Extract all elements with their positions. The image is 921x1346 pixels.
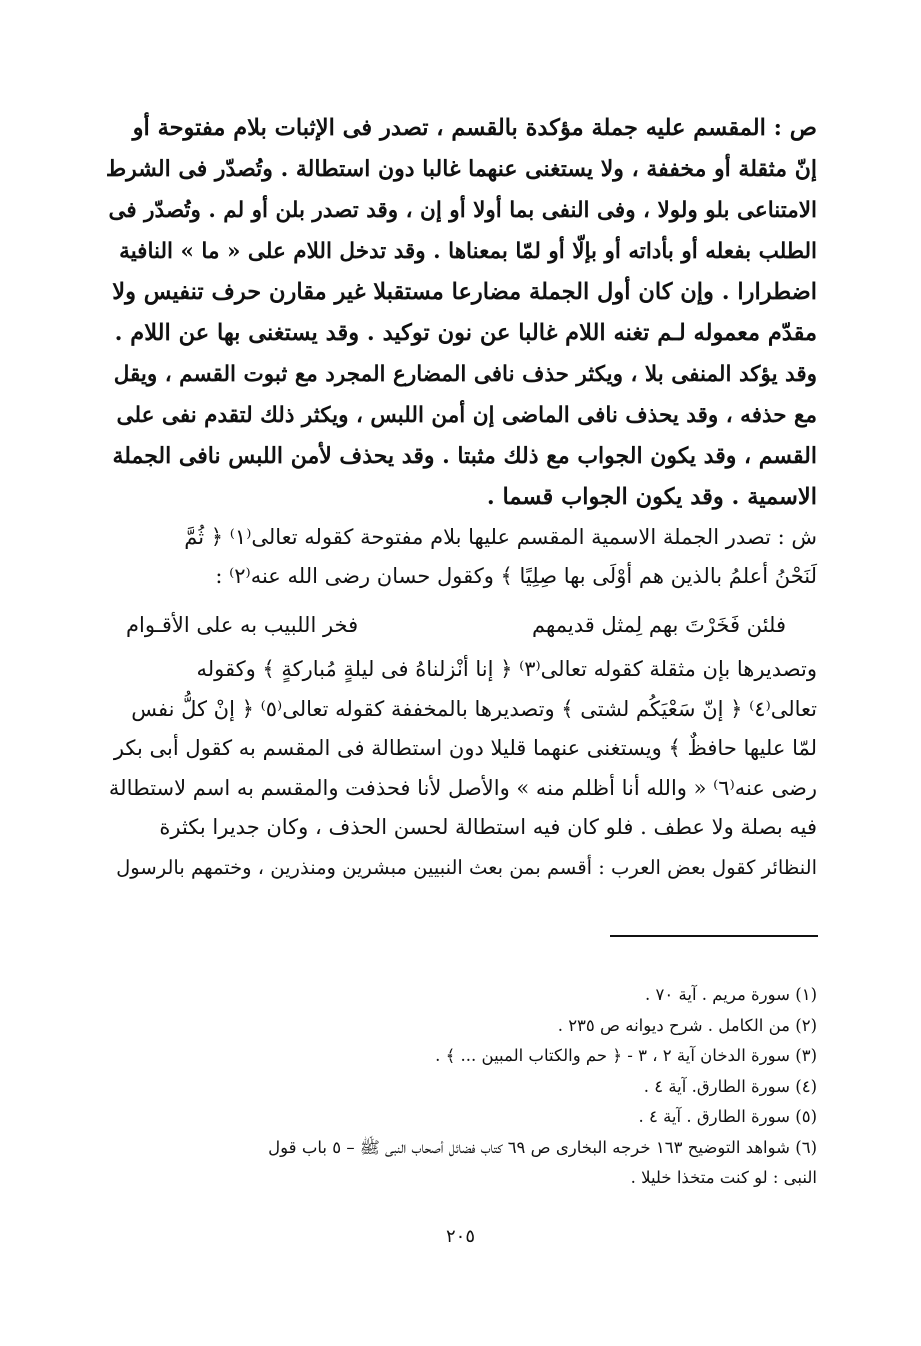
rule-line: مقدّم معموله لـم تغنه اللام غالبا عن نون توكيد . وقد يستغنى بها عن اللام .	[114, 320, 817, 346]
commentary-intro	[105, 518, 817, 596]
page-number: ٢٠٥	[445, 1226, 475, 1247]
commentary-line: لَنَحْنُ أعلمُ بالذين هم أوْلَى بها صِلِيًا ﴾ وكقول حسان رضى الله عنه⁽٢⁾ :	[215, 564, 817, 588]
rule-text-block	[105, 108, 817, 518]
rule-line: القسم ، وقد يكون الجواب مع ذلك مثبتا . وقد يحذف لأمن اللبس نافى الجملة	[112, 443, 817, 469]
rule-line: وقد يؤكد المنفى بلا ، ويكثر حذف نافى المضارع المجرد مع ثبوت القسم ، ويقل	[113, 362, 817, 387]
footnote-4: (٤) سورة الطارق. آية ٤ .	[643, 1076, 817, 1096]
verse-first-hemistich: فلئن فَخَرْتَ بهم لِمثل قديمهم	[532, 613, 786, 637]
footnote-1: (١) سورة مريم . آية ٧٠ .	[645, 985, 817, 1004]
commentary-line: ش : تصدر الجملة الاسمية المقسم عليها بلام مفتوحة كقوله تعالى⁽١⁾ ﴿ ثُمَّ	[184, 525, 817, 549]
commentary-line: لمّا عليها حافظٌ ﴾ ويستغنى عنهما قليلا دون استطالة فى المقسم به كقول أبى بكر	[113, 736, 817, 760]
rule-line: الامتناعى بلو ولولا ، وفى النفى بما أولا أو إن ، وقد تصدر بلن أو لم . وتُصدّر فى	[108, 198, 817, 223]
commentary-body	[105, 650, 817, 887]
verse-second-hemistich: فخر اللبيب به على الأقـوام	[126, 613, 359, 637]
commentary-line: وتصديرها بإن مثقلة كقوله تعالى⁽٣⁾ ﴿ إنا أنْزلناهُ فى ليلةٍ مُباركةٍ ﴾ وكقوله	[196, 657, 817, 681]
rule-line: اضطرارا . وإن كان أول الجملة مضارعا مستقبلا غير مقارن حرف تنفيس ولا	[112, 279, 817, 305]
footnote-3: (٣) سورة الدخان آية ٢ ، ٣ - ﴿ حم والكتاب المبين ... ﴾ .	[435, 1046, 817, 1065]
poetry-verse	[126, 606, 786, 645]
commentary-line: النظائر كقول بعض العرب : أقسم بمن بعث النبيين مبشرين ومنذرين ، وختمهم بالرسول	[116, 855, 817, 879]
footnotes	[105, 980, 817, 1194]
footnote-separator	[610, 935, 818, 937]
footnote-2: (٢) من الكامل . شرح ديوانه ص ٢٣٥ .	[557, 1015, 817, 1035]
commentary-line: تعالى⁽٤⁾ ﴿ إنّ سَعْيَكُم لشتى ﴾ وتصديرها بالمخففة كقوله تعالى⁽٥⁾ ﴿ إنْ كلُّ نفس	[131, 696, 817, 721]
footnote-6-continued: النبى : لو كنت متخذا خليلا .	[630, 1168, 817, 1187]
rule-line: إنّ مثقلة أو مخففة ، ولا يستغنى عنهما غالبا دون استطالة . وتُصدّر فى الشرط	[105, 156, 817, 182]
rule-line: الطلب بفعله أو بأداته أو بإلّا أو لمّا بمعناها . وقد تدخل اللام على « ما » النافية	[119, 239, 817, 264]
rule-line: مع حذفه ، وقد يحذف نافى الماضى إن أمن اللبس ، ويكثر ذلك لتقدم نفى على	[116, 403, 817, 428]
footnote-6: (٦) شواهد التوضيح ١٦٣ خرجه البخارى ص ٦٩ كتاب فضائل أصحاب النبى ﷺ – ٥ باب قول	[268, 1137, 817, 1157]
rule-line: الاسمية . وقد يكون الجواب قسما .	[486, 484, 817, 510]
rule-line: ص : المقسم عليه جملة مؤكدة بالقسم ، تصدر فى الإثبات بلام مفتوحة أو	[132, 115, 817, 141]
footnote-5: (٥) سورة الطارق . آية ٤ .	[638, 1107, 817, 1126]
commentary-line: فيه بصلة ولا عطف . فلو كان فيه استطالة لحسن الحذف ، وكان جديرا بكثرة	[159, 815, 817, 839]
commentary-line: رضى عنه⁽٦⁾ « والله أنا أظلم منه » والأصل لأنا فحذفت والمقسم به اسم لاستطالة	[108, 775, 817, 800]
